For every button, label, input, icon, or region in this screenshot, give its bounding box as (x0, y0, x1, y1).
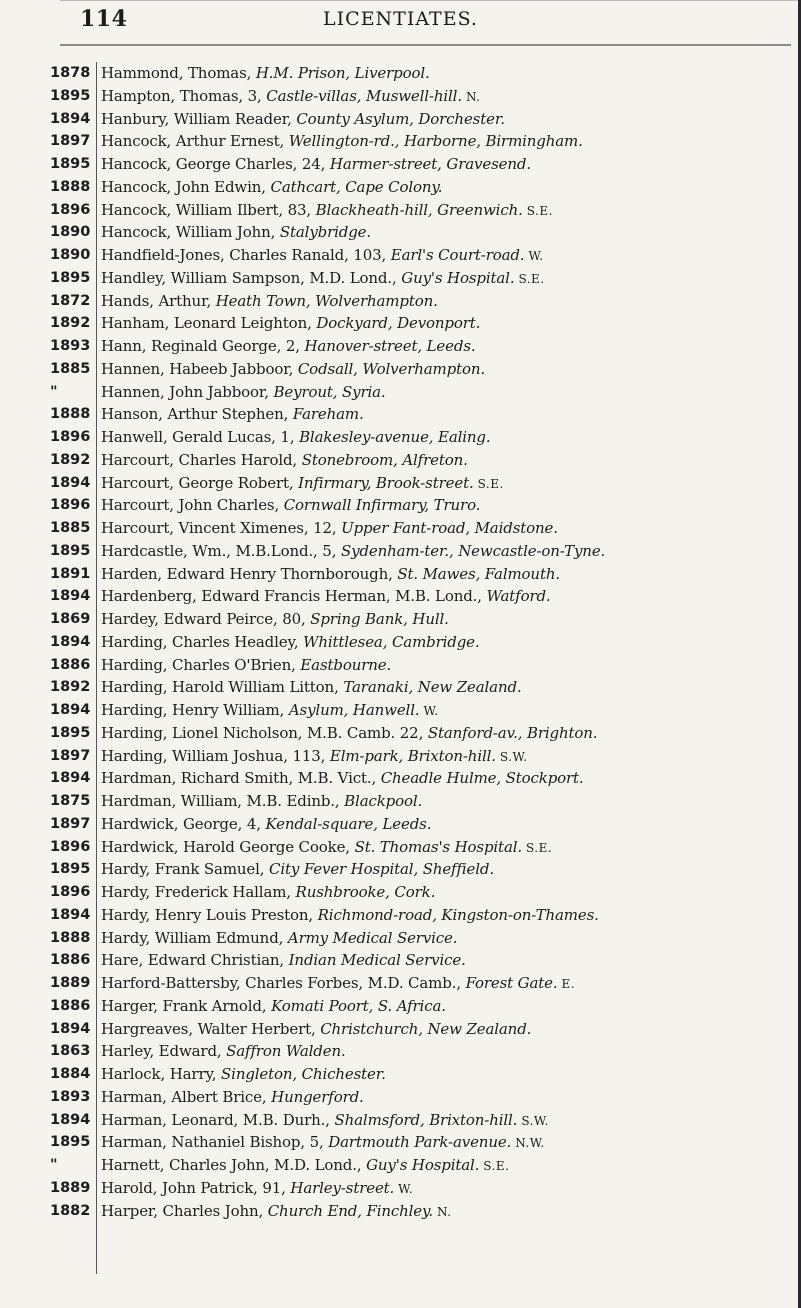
list-item (0, 858, 801, 881)
entry-address: Cornwall Infirmary, Truro. (283, 496, 481, 515)
entry-text (94, 130, 583, 153)
entry-address: Wellington-rd., Harborne, Birmingham. (288, 132, 583, 151)
entry-name: Harcourt, George Robert, (101, 473, 299, 492)
entry-address: Elm-park, Brixton-hill. (329, 746, 496, 765)
entry-district: N. (465, 89, 481, 104)
list-item (0, 494, 801, 517)
entry-text (94, 904, 599, 927)
entry-name: Harman, Albert Brice, (101, 1087, 272, 1106)
entry-year: 1893 (50, 1088, 91, 1105)
entry-district: W. (398, 1181, 414, 1196)
entry-name: Harcourt, Charles Harold, (101, 450, 302, 469)
list-item (0, 563, 801, 586)
entry-address: County Asylum, Dorchester. (296, 109, 505, 128)
entry-text (94, 722, 597, 745)
entry-name: Hancock, William John, (101, 223, 280, 242)
entry-year: 1894 (50, 633, 91, 650)
entry-name: Harman, Leonard, M.B. Durh., (101, 1110, 335, 1129)
entry-text (94, 858, 494, 881)
entry-name: Handfield-Jones, Charles Ranald, 103, (101, 246, 391, 264)
list-item (0, 1063, 801, 1086)
entry-address: Stanford-av., Brighton. (427, 723, 598, 742)
entry-address: Dockyard, Devonport. (316, 314, 481, 333)
entry-address: Dartmouth Park-avenue. (328, 1133, 512, 1152)
list-item (0, 108, 801, 131)
entry-name: Hanson, Arthur Stephen, (101, 405, 293, 424)
entry-name: Hardey, Edward Peirce, 80, (101, 610, 311, 628)
entry-text (94, 494, 480, 517)
entry-address: Guy's Hospital. (401, 268, 515, 287)
entry-text (94, 403, 364, 426)
entry-name: Harding, Lionel Nicholson, M.B. Camb. 22, (101, 723, 428, 742)
entry-year: 1895 (50, 87, 91, 104)
list-item (0, 972, 801, 995)
entry-text (94, 267, 545, 290)
entry-name: Harman, Nathaniel Bishop, 5, (101, 1133, 329, 1152)
entry-address: Spring Bank, Hull. (310, 610, 449, 628)
entry-text (94, 85, 481, 108)
entry-year: 1896 (50, 429, 91, 445)
entry-name: Hanwell, Gerald Lucas, 1, (101, 428, 300, 446)
entry-address: Christchurch, New Zealand. (320, 1019, 532, 1038)
page-number: 114 (80, 6, 128, 32)
list-item (0, 836, 801, 859)
entry-year: 1889 (50, 975, 91, 991)
entry-text (94, 358, 485, 381)
entry-name: Hare, Edward Christian, (101, 951, 289, 970)
entry-address: St. Thomas's Hospital. (354, 837, 522, 856)
list-item (0, 881, 801, 904)
list-item (0, 335, 801, 358)
list-item (0, 1131, 801, 1154)
entry-name: Harold, John Patrick, 91, (101, 1178, 291, 1197)
entry-name: Hardy, Henry Louis Preston, (101, 905, 318, 924)
entry-district: S.E. (526, 203, 553, 218)
entry-name: Hannen, John Jabboor, (101, 382, 274, 401)
page-header (0, 6, 801, 42)
entry-address: Cathcart, Cape Colony. (270, 177, 443, 196)
entry-name: Harden, Edward Henry Thornborough, (101, 564, 398, 583)
entry-year: 1888 (50, 406, 91, 423)
entry-name: Harcourt, John Charles, (101, 496, 284, 515)
entry-text (94, 221, 371, 244)
entry-address: Watford. (486, 587, 551, 606)
entry-text (94, 585, 551, 608)
entry-district: S.E. (526, 840, 553, 855)
list-item (0, 722, 801, 745)
entry-text (94, 1177, 413, 1200)
entry-text (94, 176, 442, 199)
entry-address: Komati Poort, S. Africa. (271, 996, 446, 1015)
list-item (0, 244, 801, 267)
entry-year: 1896 (50, 838, 91, 855)
entry-district: W. (528, 249, 544, 263)
entry-name: Hanbury, William Reader, (101, 109, 297, 128)
entry-name: Hancock, Arthur Ernest, (101, 132, 289, 151)
entry-text (94, 1040, 346, 1063)
entry-district: S.W. (499, 749, 528, 764)
list-item (0, 1154, 801, 1177)
entry-district: S.E. (483, 1159, 510, 1173)
entry-year: 1884 (50, 1066, 91, 1082)
entry-text (94, 1154, 509, 1177)
list-item (0, 221, 801, 244)
entry-year: 1896 (50, 497, 91, 514)
entry-name: Harding, Charles O'Brien, (101, 655, 301, 674)
list-item (0, 631, 801, 654)
entry-name: Harger, Frank Arnold, (101, 996, 272, 1015)
entry-address: Fareham. (292, 405, 364, 424)
list-item (0, 540, 801, 563)
entry-text (94, 654, 391, 677)
entry-text (94, 949, 466, 972)
entry-year: 1895 (50, 542, 91, 559)
entry-name: Hardman, Richard Smith, M.B. Vict., (101, 769, 381, 788)
list-item (0, 767, 801, 790)
entry-address: Heath Town, Wolverhampton. (215, 291, 438, 310)
entry-text (94, 881, 435, 904)
entry-address: Blackpool. (344, 792, 423, 810)
list-item (0, 1018, 801, 1041)
entry-text (94, 472, 504, 495)
entry-year: 1894 (50, 906, 91, 923)
entry-name: Handley, William Sampson, M.D. Lond., (101, 268, 402, 287)
entries-list (0, 62, 801, 1222)
entry-name: Hardman, William, M.B. Edinb., (101, 792, 345, 810)
list-item (0, 199, 801, 222)
entry-name: Harding, Harold William Litton, (101, 678, 344, 697)
entry-text (94, 290, 438, 313)
entry-address: Codsall, Wolverhampton. (297, 359, 485, 378)
entry-year: 1896 (50, 884, 91, 900)
entry-text (94, 676, 522, 699)
entry-name: Hands, Arthur, (101, 291, 216, 310)
entry-name: Harding, William Joshua, 113, (101, 746, 330, 765)
entry-address: Taranaki, New Zealand. (343, 678, 522, 697)
entry-name: Hardwick, George, 4, (101, 814, 266, 833)
entry-text (94, 836, 552, 859)
entry-year: 1897 (50, 133, 91, 150)
entry-district: S.E. (477, 476, 504, 491)
entry-name: Harding, Henry William, (101, 701, 289, 719)
list-item (0, 790, 801, 813)
entry-year: 1894 (50, 770, 91, 787)
entry-year: 1872 (50, 292, 91, 309)
entry-text (94, 1086, 364, 1109)
entry-name: Harlock, Harry, (101, 1065, 222, 1083)
entry-text (94, 199, 553, 222)
entry-address: Richmond-road, Kingston-on-Thames. (317, 905, 599, 924)
entry-name: Hammond, Thomas, (101, 64, 256, 82)
list-item (0, 312, 801, 335)
top-rule (60, 0, 801, 1)
entry-year: 1894 (50, 474, 91, 491)
entry-name: Hancock, William Ilbert, 83, (101, 200, 316, 219)
entry-address: Cheadle Hulme, Stockport. (380, 769, 584, 788)
list-item (0, 1109, 801, 1132)
entry-year: " (50, 1157, 58, 1173)
list-item (0, 699, 801, 722)
entry-address: Earl's Court-road. (390, 246, 525, 264)
entry-year: 1894 (50, 588, 91, 605)
entry-name: Hardwick, Harold George Cooke, (101, 837, 355, 856)
list-item (0, 290, 801, 313)
entry-text (94, 927, 457, 950)
entry-year: 1885 (50, 360, 91, 377)
entry-text (94, 1063, 386, 1086)
entry-text (94, 995, 446, 1018)
entry-text (94, 608, 449, 631)
entry-district: S.W. (521, 1113, 549, 1128)
entry-name: Hardy, Frank Samuel, (101, 860, 270, 879)
entry-name: Hanham, Leonard Leighton, (101, 314, 317, 333)
entry-district: W. (423, 704, 439, 718)
entry-text (94, 540, 605, 563)
entry-address: Indian Medical Service. (288, 951, 466, 970)
list-item (0, 358, 801, 381)
entry-year: 1894 (50, 110, 91, 127)
entry-address: H.M. Prison, Liverpool. (255, 64, 430, 82)
entry-text (94, 108, 505, 131)
entry-address: Eastbourne. (300, 655, 392, 674)
list-item (0, 130, 801, 153)
list-item (0, 1177, 801, 1200)
entry-text (94, 62, 430, 85)
entry-year: 1869 (50, 611, 91, 627)
entry-year: 1895 (50, 1134, 91, 1151)
entry-year: 1878 (50, 65, 91, 81)
entry-year: 1885 (50, 520, 91, 536)
entry-year: 1895 (50, 269, 91, 286)
list-item (0, 381, 801, 404)
entry-name: Hardcastle, Wm., M.B.Lond., 5, (101, 541, 341, 560)
entry-address: Hanover-street, Leeds. (304, 337, 476, 355)
entry-year: 1888 (50, 178, 91, 195)
entry-name: Hardenberg, Edward Francis Herman, M.B. Lond., (101, 587, 487, 606)
entry-year: 1889 (50, 1179, 91, 1196)
entry-address: Kendal-square, Leeds. (265, 814, 432, 833)
entry-district: N.W. (515, 1136, 545, 1151)
entry-year: 1895 (50, 724, 91, 741)
entry-name: Hancock, John Edwin, (101, 177, 271, 196)
entry-year: 1886 (50, 997, 91, 1014)
list-item (0, 1200, 801, 1223)
entry-year: 1886 (50, 656, 91, 673)
entry-year: 1892 (50, 679, 91, 696)
list-item (0, 904, 801, 927)
list-item (0, 1040, 801, 1063)
entry-district: N. (436, 1204, 452, 1219)
entry-text (94, 335, 476, 358)
entry-address: Guy's Hospital. (366, 1156, 480, 1174)
entry-name: Hancock, George Charles, 24, (101, 155, 330, 173)
entry-year: 1894 (50, 702, 91, 718)
entry-address: Castle-villas, Muswell-hill. (266, 86, 462, 105)
entry-year: 1890 (50, 224, 91, 241)
entry-text (94, 1109, 549, 1132)
entry-name: Hargreaves, Walter Herbert, (101, 1019, 321, 1038)
entry-text (94, 699, 439, 722)
entry-text (94, 153, 531, 176)
entry-address: Forest Gate. (465, 974, 558, 992)
entry-name: Hampton, Thomas, 3, (101, 86, 267, 105)
entry-address: Hungerford. (271, 1087, 364, 1106)
list-item (0, 426, 801, 449)
list-item (0, 676, 801, 699)
entry-address: Harley-street. (290, 1178, 395, 1197)
entry-name: Harnett, Charles John, M.D. Lond., (101, 1156, 367, 1174)
entry-address: City Fever Hospital, Sheffield. (269, 860, 494, 879)
list-item (0, 153, 801, 176)
entry-year: 1895 (50, 156, 91, 172)
entry-text (94, 631, 480, 654)
entry-text (94, 381, 386, 404)
running-head: LICENTIATES. (323, 8, 478, 30)
list-item (0, 267, 801, 290)
entry-text (94, 1200, 452, 1223)
entry-name: Hann, Reginald George, 2, (101, 337, 305, 355)
entry-address: Rushbrooke, Cork. (295, 883, 436, 901)
entry-address: Church End, Finchley. (267, 1201, 433, 1220)
entry-address: Upper Fant-road, Maidstone. (341, 519, 558, 537)
entry-address: Sydenham-ter., Newcastle-on-Tyne. (340, 541, 606, 560)
entry-district: S.E. (518, 271, 545, 286)
list-item (0, 472, 801, 495)
entry-year: " (50, 383, 58, 400)
entry-text (94, 517, 558, 540)
entry-year: 1897 (50, 747, 91, 764)
list-item (0, 449, 801, 472)
entry-text (94, 244, 544, 267)
entry-text (94, 426, 491, 449)
list-item (0, 745, 801, 768)
entry-text (94, 1018, 531, 1041)
entry-name: Harcourt, Vincent Ximenes, 12, (101, 519, 342, 537)
entry-year: 1886 (50, 952, 91, 969)
entry-year: 1894 (50, 1111, 91, 1128)
entry-text (94, 1131, 545, 1154)
list-item (0, 62, 801, 85)
entry-address: Army Medical Service. (287, 928, 458, 947)
entry-year: 1892 (50, 315, 91, 332)
entry-text (94, 745, 528, 768)
list-item (0, 1086, 801, 1109)
entry-address: Infirmary, Brook-street. (298, 473, 474, 492)
entry-year: 1893 (50, 338, 91, 354)
entry-name: Hardy, Frederick Hallam, (101, 883, 296, 901)
entry-year: 1895 (50, 861, 91, 878)
list-item (0, 949, 801, 972)
list-item (0, 995, 801, 1018)
entry-year: 1894 (50, 1020, 91, 1037)
entry-address: Whittlesea, Cambridge. (303, 632, 480, 651)
entry-name: Harley, Edward, (101, 1042, 227, 1061)
list-item (0, 176, 801, 199)
entry-year: 1896 (50, 201, 91, 218)
entry-year: 1882 (50, 1202, 91, 1219)
entry-year: 1890 (50, 247, 91, 263)
list-item (0, 813, 801, 836)
list-item (0, 85, 801, 108)
entry-address: Stalybridge. (279, 223, 372, 242)
entry-year: 1863 (50, 1043, 91, 1060)
entry-name: Hannen, Habeeb Jabboor, (101, 359, 298, 378)
entry-address: Asylum, Hanwell. (288, 701, 420, 719)
list-item (0, 608, 801, 631)
entry-district: E. (561, 977, 576, 991)
entry-year: 1875 (50, 793, 91, 809)
entry-address: Harmer-street, Gravesend. (329, 155, 531, 173)
entry-year: 1888 (50, 929, 91, 946)
entry-year: 1897 (50, 815, 91, 832)
entry-name: Harford-Battersby, Charles Forbes, M.D. Camb., (101, 974, 466, 992)
entry-name: Hardy, William Edmund, (101, 928, 288, 947)
entry-text (94, 790, 422, 813)
entry-text (94, 813, 431, 836)
entry-address: Blackheath-hill, Greenwich. (315, 200, 523, 219)
entry-address: Shalmsford, Brixton-hill. (334, 1110, 518, 1129)
entry-address: Beyrout, Syria. (273, 382, 386, 401)
entry-year: 1891 (50, 565, 91, 582)
entry-text (94, 312, 480, 335)
entry-text (94, 767, 584, 790)
entry-text (94, 563, 560, 586)
entry-year: 1892 (50, 451, 91, 468)
entry-name: Harding, Charles Headley, (101, 632, 304, 651)
entry-address: Blakesley-avenue, Ealing. (299, 428, 491, 446)
list-item (0, 927, 801, 950)
list-item (0, 654, 801, 677)
entry-text (94, 449, 468, 472)
list-item (0, 585, 801, 608)
entry-address: Stonebroom, Alfreton. (301, 450, 468, 469)
entry-address: Singleton, Chichester. (221, 1065, 386, 1083)
entry-text (94, 972, 575, 995)
list-item (0, 517, 801, 540)
header-rule (60, 44, 791, 46)
entry-address: Saffron Walden. (226, 1042, 346, 1061)
entry-name: Harper, Charles John, (101, 1201, 268, 1220)
list-item (0, 403, 801, 426)
entry-address: St. Mawes, Falmouth. (397, 564, 560, 583)
